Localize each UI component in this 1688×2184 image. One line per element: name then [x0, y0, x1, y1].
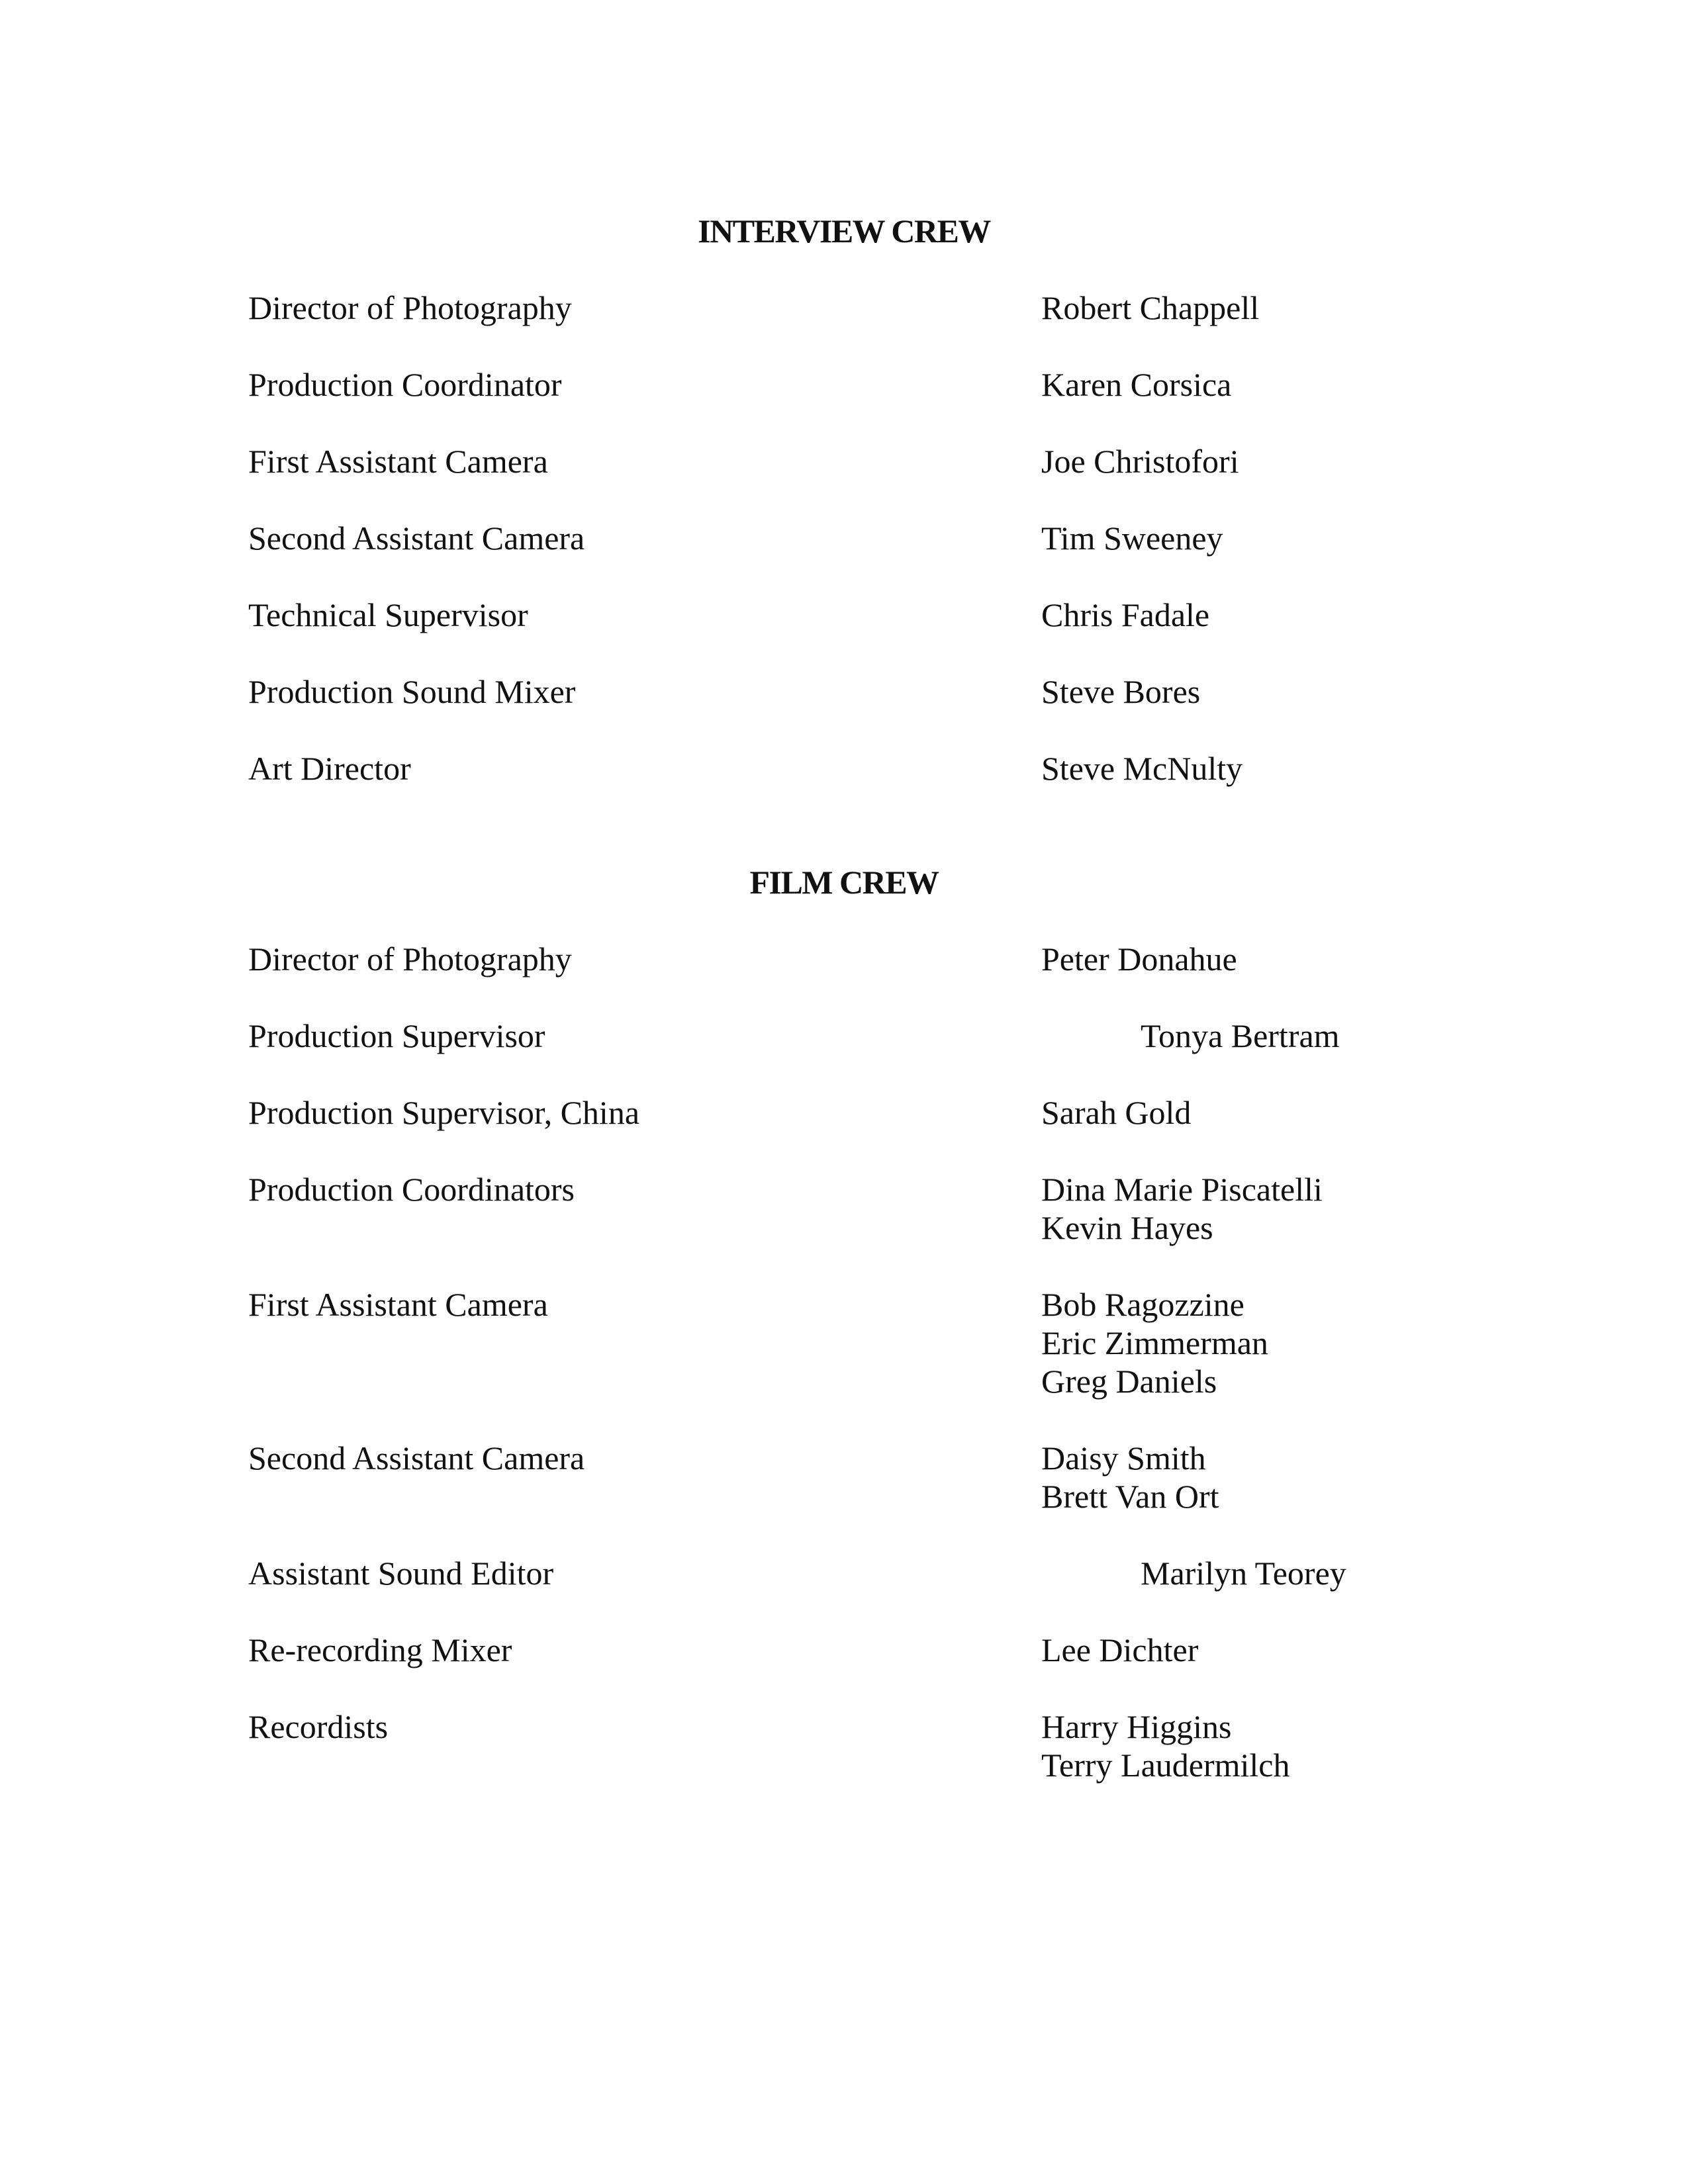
crew-name: Kevin Hayes [1041, 1209, 1213, 1246]
crew-names [1041, 1439, 1219, 1516]
role-label: Production Supervisor, China [248, 1094, 640, 1131]
crew-names [1041, 1093, 1191, 1132]
role-label: Art Director [248, 750, 411, 787]
section-heading-interview-crew: INTERVIEW CREW [698, 212, 990, 250]
crew-name: Robert Chappell [1041, 289, 1260, 326]
crew-names [1041, 1285, 1268, 1400]
crew-names [1041, 749, 1243, 788]
role-label: Production Supervisor [248, 1017, 545, 1054]
crew-name: Daisy Smith [1041, 1439, 1206, 1477]
role-label: First Assistant Camera [248, 1286, 548, 1323]
role-label: Production Coordinator [248, 366, 562, 403]
crew-names [1041, 940, 1237, 978]
crew-names [1041, 365, 1231, 404]
crew-names [1041, 1170, 1323, 1247]
role-label: Recordists [248, 1708, 389, 1745]
crew-name: Terry Laudermilch [1041, 1747, 1290, 1784]
role-label: Production Sound Mixer [248, 673, 576, 710]
role-label: Director of Photography [248, 289, 572, 326]
role-label: Second Assistant Camera [248, 1439, 585, 1477]
role-label: Technical Supervisor [248, 596, 528, 633]
role-label: Production Coordinators [248, 1171, 575, 1208]
section-heading-film-crew: FILM CREW [749, 864, 939, 901]
crew-names [1041, 672, 1200, 711]
role-label: Director of Photography [248, 940, 572, 978]
crew-name: Joe Christofori [1041, 443, 1239, 480]
role-label: Re-recording Mixer [248, 1631, 512, 1668]
crew-names [1141, 1017, 1340, 1055]
crew-names [1041, 289, 1259, 327]
crew-name: Harry Higgins [1041, 1708, 1232, 1745]
crew-name: Steve Bores [1041, 673, 1201, 710]
role-label: First Assistant Camera [248, 443, 548, 480]
role-label: Assistant Sound Editor [248, 1555, 554, 1592]
crew-name: Tim Sweeney [1041, 520, 1223, 557]
crew-name: Lee Dichter [1041, 1631, 1199, 1668]
crew-name: Tonya Bertram [1141, 1017, 1340, 1054]
crew-name: Karen Corsica [1041, 366, 1232, 403]
crew-names [1041, 1631, 1198, 1669]
crew-names [1141, 1554, 1346, 1592]
crew-name: Peter Donahue [1041, 940, 1237, 978]
crew-names [1041, 519, 1223, 557]
role-label: Second Assistant Camera [248, 520, 585, 557]
crew-names [1041, 1707, 1290, 1784]
crew-name: Dina Marie Piscatelli [1041, 1171, 1323, 1208]
crew-name: Greg Daniels [1041, 1363, 1217, 1400]
crew-name: Eric Zimmerman [1041, 1324, 1268, 1361]
crew-names [1041, 596, 1209, 634]
crew-names [1041, 442, 1239, 480]
crew-name: Steve McNulty [1041, 750, 1243, 787]
crew-name: Sarah Gold [1041, 1094, 1192, 1131]
crew-name: Chris Fadale [1041, 596, 1210, 633]
crew-name: Bob Ragozzine [1041, 1286, 1244, 1323]
crew-name: Marilyn Teorey [1141, 1555, 1346, 1592]
crew-name: Brett Van Ort [1041, 1478, 1219, 1515]
